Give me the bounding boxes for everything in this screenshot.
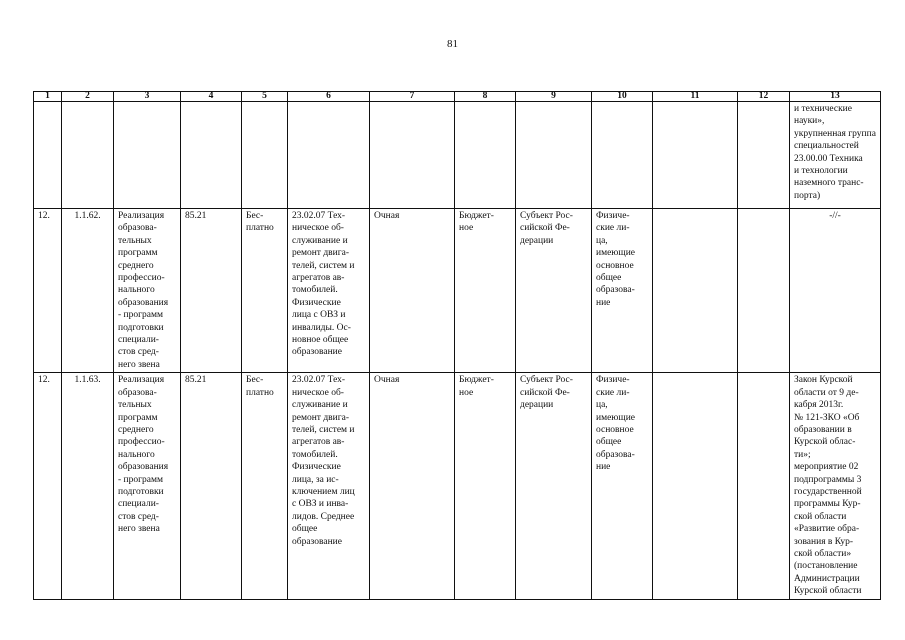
cell-payment: Бес- платно [242, 209, 288, 373]
cell-consumers: Физиче- ские ли- ца, имеющие основное общее образова- ние [592, 209, 653, 373]
cell [516, 102, 592, 209]
cell [62, 102, 114, 209]
col-header-12: 12 [738, 92, 790, 102]
cell-founder: Субъект Рос- сийской Фе- дерации [516, 373, 592, 599]
col-header-7: 7 [370, 92, 455, 102]
cell [455, 102, 516, 209]
cell-form: Очная [370, 209, 455, 373]
cell-legal-basis: Закон Курской области от 9 де- кабря 2013г. № 121-ЗКО «Об образовании в Курской облас- ти»; мероприятие 02 подпрограммы 3 государственной программы Кур- ской области «Развитие обра- зования в Кур- ской области» (постановление Администрации Курской области [790, 373, 881, 599]
header-row [34, 92, 881, 102]
cell-work-flag [738, 373, 790, 599]
col-header-3: 3 [114, 92, 181, 102]
cell-institution-type: Бюджет- ное [455, 373, 516, 599]
cell-legal-basis: и технические науки», укрупненная группа специальностей 23.00.00 Техника и технологии наземного транс- порта) [790, 102, 881, 209]
cell [370, 102, 455, 209]
col-header-2: 2 [62, 92, 114, 102]
cell-code: 1.1.62. [62, 209, 114, 373]
table-row [34, 209, 881, 373]
cell-form: Очная [370, 373, 455, 599]
col-header-1: 1 [34, 92, 62, 102]
cell-work-flag [738, 209, 790, 373]
col-header-6: 6 [288, 92, 370, 102]
col-header-8: 8 [455, 92, 516, 102]
cell [114, 102, 181, 209]
cell-service-name: Реализация образова- тельных программ среднего профессио- нального образования - программ подготовки специали- стов сред- него звена [114, 209, 181, 373]
table-row-continuation [34, 102, 881, 209]
cell [653, 102, 738, 209]
page-number: 81 [447, 38, 458, 50]
cell [242, 102, 288, 209]
cell-content: 23.02.07 Тех- ническое об- служивание и ремонт двига- телей, систем и агрегатов ав- томобилей. Физические лица, за ис- ключением лиц с ОВЗ и инва- лидов. Среднее общее образование [288, 373, 370, 599]
cell-row-number: 12. [34, 373, 62, 599]
cell [34, 102, 62, 209]
cell [181, 102, 242, 209]
table-row [34, 373, 881, 599]
cell [738, 102, 790, 209]
cell-indicators [653, 373, 738, 599]
cell-okved: 85.21 [181, 209, 242, 373]
cell-content: 23.02.07 Тех- ническое об- служивание и ремонт двига- телей, систем и агрегатов ав- томобилей. Физические лица с ОВЗ и инвалиды. Ос- новное общее образование [288, 209, 370, 373]
cell-code: 1.1.63. [62, 373, 114, 599]
cell-indicators [653, 209, 738, 373]
cell [288, 102, 370, 209]
col-header-10: 10 [592, 92, 653, 102]
cell-service-name: Реализация образова- тельных программ среднего профессио- нального образования - программ подготовки специали- стов сред- него звена [114, 373, 181, 599]
col-header-13: 13 [790, 92, 881, 102]
col-header-11: 11 [653, 92, 738, 102]
cell-payment: Бес- платно [242, 373, 288, 599]
services-table [33, 91, 881, 600]
col-header-9: 9 [516, 92, 592, 102]
cell-founder: Субъект Рос- сийской Фе- дерации [516, 209, 592, 373]
cell-okved: 85.21 [181, 373, 242, 599]
col-header-4: 4 [181, 92, 242, 102]
cell-row-number: 12. [34, 209, 62, 373]
cell-institution-type: Бюджет- ное [455, 209, 516, 373]
cell-consumers: Физиче- ские ли- ца, имеющие основное общее образова- ние [592, 373, 653, 599]
col-header-5: 5 [242, 92, 288, 102]
cell [592, 102, 653, 209]
cell-legal-basis: -//- [790, 209, 881, 373]
